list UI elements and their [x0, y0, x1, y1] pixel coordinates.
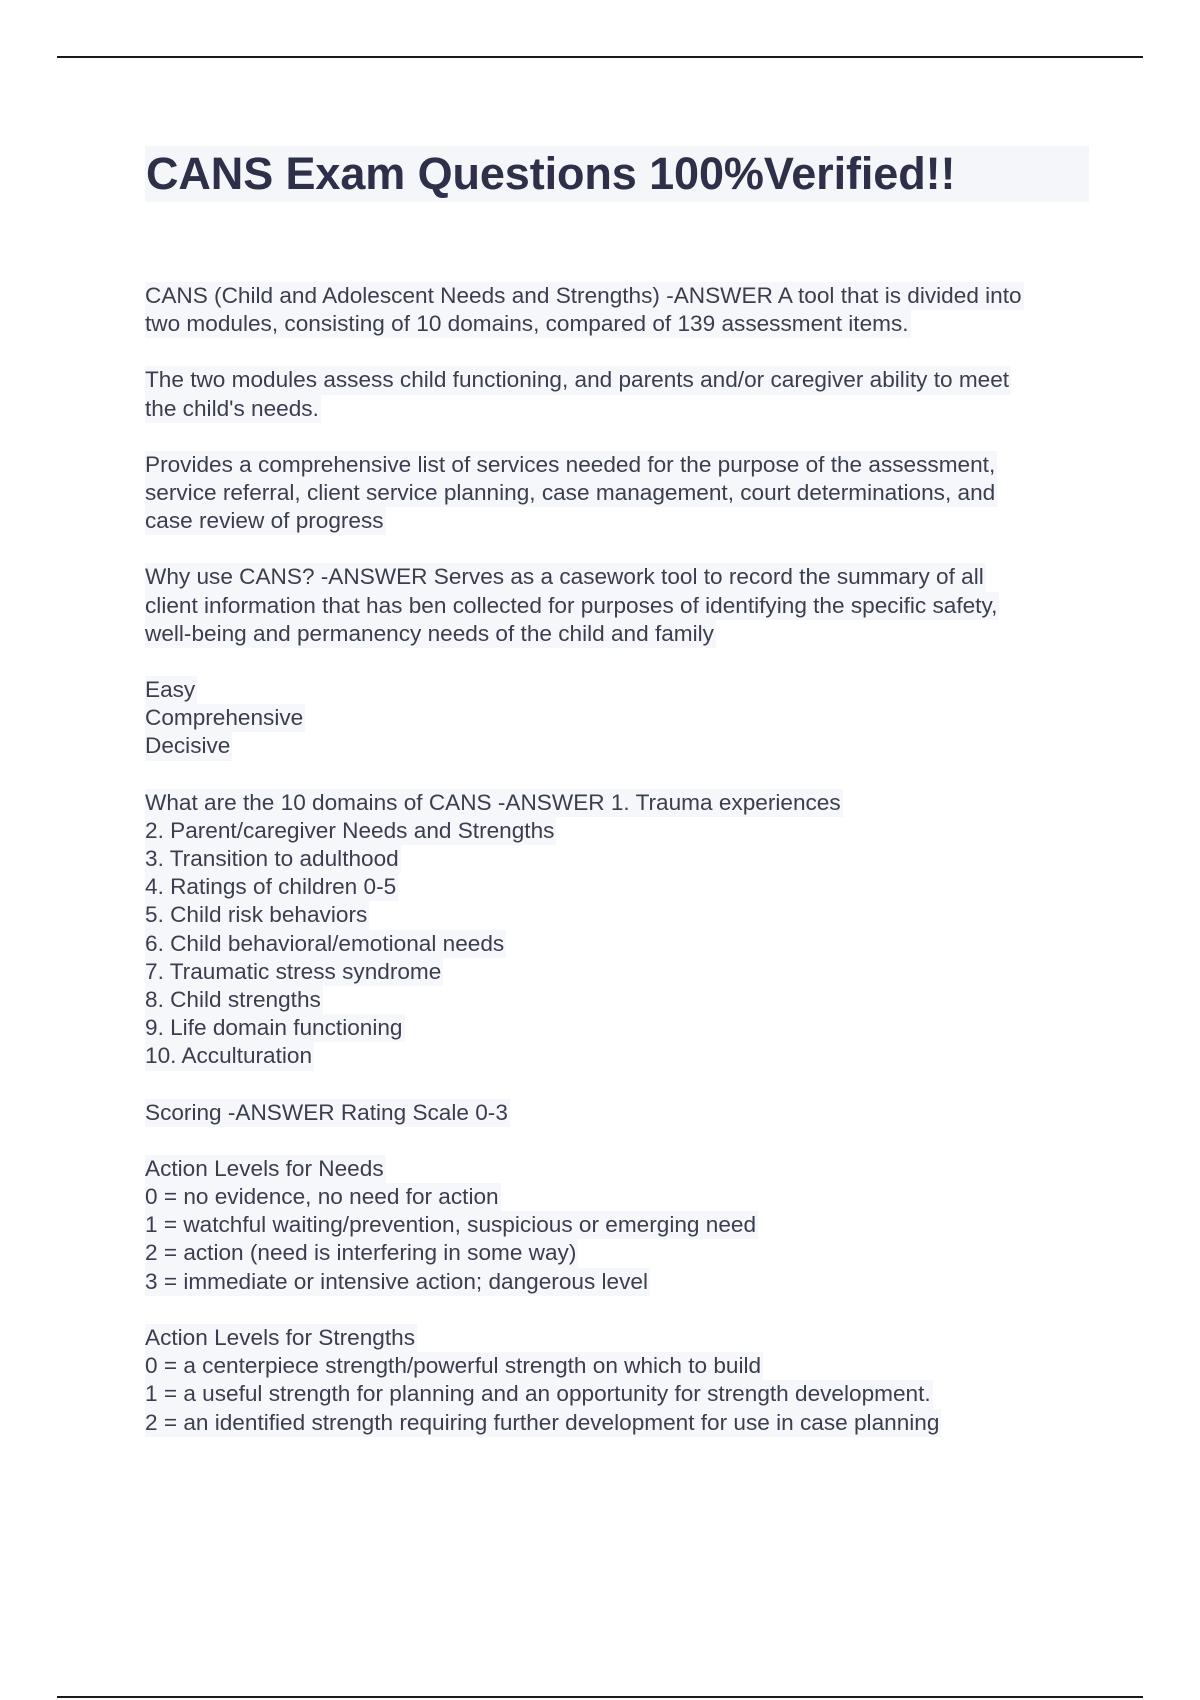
- text-line-content: the child's needs.: [145, 395, 321, 423]
- top-rule: [57, 56, 1143, 58]
- text-line-content: 2. Parent/caregiver Needs and Strengths: [145, 817, 556, 845]
- paragraph: [145, 676, 1095, 761]
- text-line: [145, 986, 1095, 1014]
- text-line: [145, 1352, 1095, 1380]
- text-line: [145, 282, 1095, 310]
- text-line: [145, 1380, 1095, 1408]
- text-line: [145, 845, 1095, 873]
- document-title: CANS Exam Questions 100%Verified!!: [146, 148, 956, 199]
- text-line-content: Action Levels for Needs: [145, 1155, 386, 1183]
- text-line-content: Provides a comprehensive list of services needed for the purpose of the assessment,: [145, 451, 997, 479]
- paragraph: [145, 1099, 1095, 1127]
- text-line: [145, 817, 1095, 845]
- text-line-content: What are the 10 domains of CANS -ANSWER 1. Trauma experiences: [145, 789, 843, 817]
- text-line: [145, 676, 1095, 704]
- text-line: [145, 1268, 1095, 1296]
- text-line: [145, 592, 1095, 620]
- text-line-content: service referral, client service planning, case management, court determinations, and: [145, 479, 997, 507]
- text-line: [145, 1324, 1095, 1352]
- text-line: [145, 451, 1095, 479]
- text-line-content: 6. Child behavioral/emotional needs: [145, 930, 506, 958]
- text-line-content: Decisive: [145, 732, 232, 760]
- text-line-content: Action Levels for Strengths: [145, 1324, 417, 1352]
- text-line-content: 0 = a centerpiece strength/powerful strength on which to build: [145, 1352, 763, 1380]
- paragraph: [145, 563, 1095, 648]
- text-line-content: 0 = no evidence, no need for action: [145, 1183, 501, 1211]
- text-line: [145, 507, 1095, 535]
- text-line-content: case review of progress: [145, 507, 386, 535]
- text-line: [145, 620, 1095, 648]
- paragraph: [145, 282, 1095, 338]
- text-line-content: two modules, consisting of 10 domains, compared of 139 assessment items.: [145, 310, 911, 338]
- text-line: [145, 1239, 1095, 1267]
- text-line: [145, 704, 1095, 732]
- text-line: [145, 1155, 1095, 1183]
- text-line: [145, 479, 1095, 507]
- text-line: [145, 1099, 1095, 1127]
- text-line-content: Why use CANS? -ANSWER Serves as a casework tool to record the summary of all: [145, 563, 986, 591]
- text-line-content: 1 = watchful waiting/prevention, suspicious or emerging need: [145, 1211, 758, 1239]
- text-line-content: 4. Ratings of children 0-5: [145, 873, 398, 901]
- bottom-rule: [57, 1696, 1143, 1698]
- text-line-content: 7. Traumatic stress syndrome: [145, 958, 443, 986]
- paragraph: [145, 366, 1095, 422]
- text-line-content: 3. Transition to adulthood: [145, 845, 401, 873]
- text-line: [145, 395, 1095, 423]
- text-line: [145, 563, 1095, 591]
- text-line-content: 8. Child strengths: [145, 986, 323, 1014]
- paragraph: [145, 451, 1095, 536]
- text-line-content: Easy: [145, 676, 197, 704]
- text-line-content: 9. Life domain functioning: [145, 1014, 405, 1042]
- text-line: [145, 901, 1095, 929]
- text-line: [145, 1409, 1095, 1437]
- text-line: [145, 930, 1095, 958]
- text-line-content: 10. Acculturation: [145, 1042, 314, 1070]
- text-line-content: CANS (Child and Adolescent Needs and Strengths) -ANSWER A tool that is divided into: [145, 282, 1024, 310]
- text-line: [145, 1183, 1095, 1211]
- paragraph: [145, 1155, 1095, 1296]
- text-line: [145, 873, 1095, 901]
- text-line-content: 3 = immediate or intensive action; dangerous level: [145, 1268, 650, 1296]
- text-line-content: The two modules assess child functioning, and parents and/or caregiver ability to meet: [145, 366, 1011, 394]
- document-body: [145, 282, 1095, 1465]
- text-line: [145, 1042, 1095, 1070]
- text-line-content: 2 = action (need is interfering in some way): [145, 1239, 578, 1267]
- text-line-content: 2 = an identified strength requiring further development for use in case planning: [145, 1409, 941, 1437]
- text-line-content: client information that has ben collected for purposes of identifying the specific safety,: [145, 592, 999, 620]
- paragraph: [145, 789, 1095, 1071]
- text-line-content: 5. Child risk behaviors: [145, 901, 369, 929]
- text-line-content: Scoring -ANSWER Rating Scale 0-3: [145, 1099, 510, 1127]
- text-line-content: Comprehensive: [145, 704, 305, 732]
- text-line: [145, 1014, 1095, 1042]
- title-highlight: [145, 146, 1089, 202]
- text-line: [145, 310, 1095, 338]
- text-line: [145, 732, 1095, 760]
- text-line: [145, 958, 1095, 986]
- text-line-content: well-being and permanency needs of the child and family: [145, 620, 716, 648]
- text-line: [145, 789, 1095, 817]
- text-line: [145, 1211, 1095, 1239]
- text-line: [145, 366, 1095, 394]
- text-line-content: 1 = a useful strength for planning and an opportunity for strength development.: [145, 1380, 933, 1408]
- paragraph: [145, 1324, 1095, 1437]
